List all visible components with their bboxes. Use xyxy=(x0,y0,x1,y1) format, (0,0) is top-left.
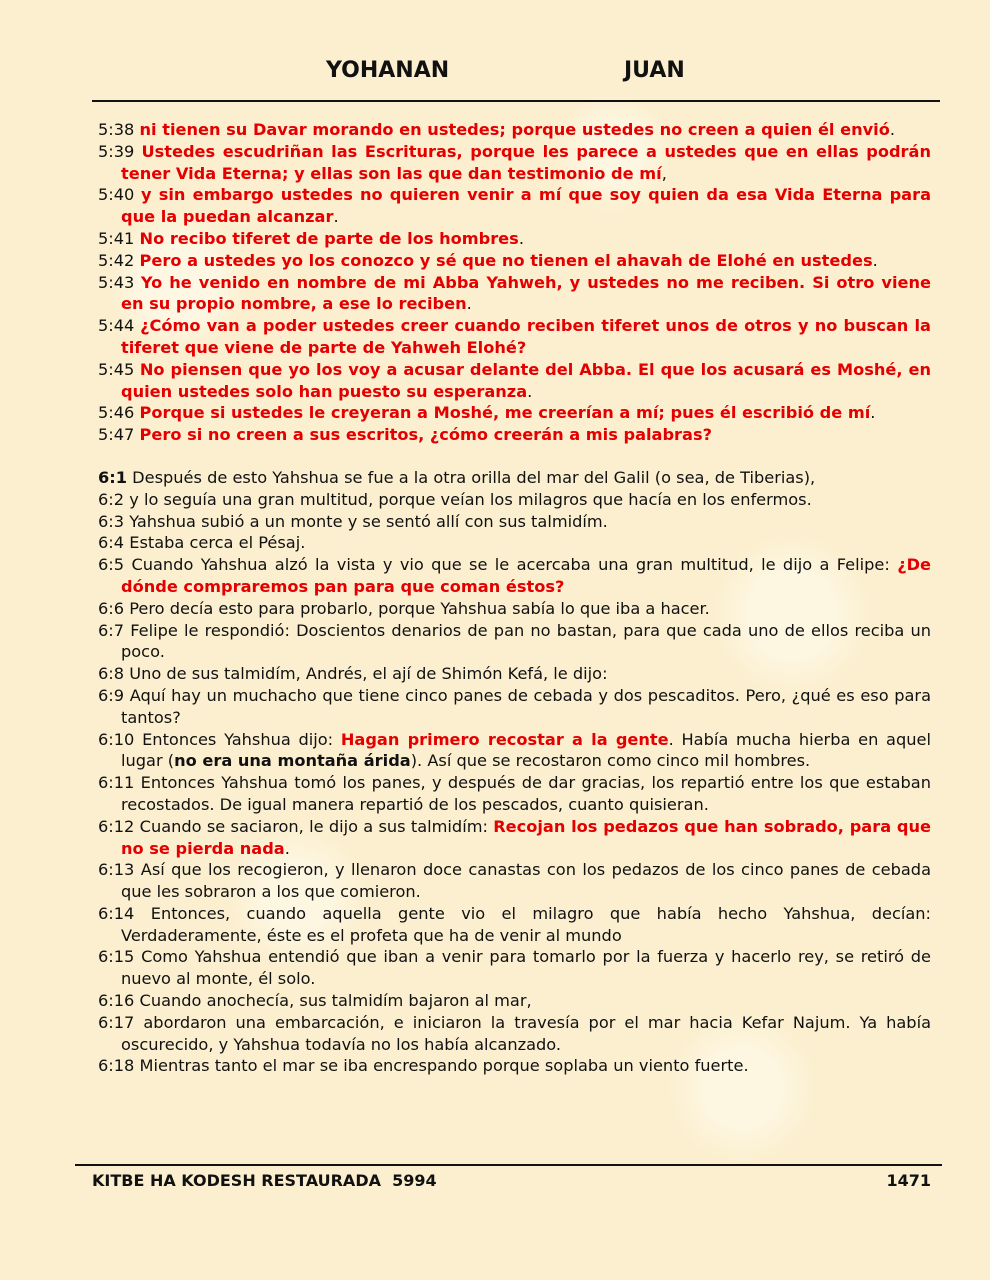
verse xyxy=(98,859,931,903)
verse xyxy=(98,228,931,250)
verse-ref: 5:39 xyxy=(98,141,135,161)
verse-ref: 5:38 xyxy=(98,120,135,139)
verse-text: Así que los recogieron, y llenaron doce canastas con los pedazos de los cinco panes de cebada que les sobraron a los que comieron. xyxy=(121,860,931,902)
verse-ref: 6:18 xyxy=(98,1056,135,1076)
verse xyxy=(98,1012,931,1056)
verse-ref: 5:42 xyxy=(98,250,135,270)
verse-ref: 5:40 xyxy=(98,185,135,205)
verse-text: . xyxy=(284,838,290,858)
verse-text: y lo seguía una gran multitud, porque veían los milagros que hacía en los enfermos. xyxy=(129,489,812,509)
verse xyxy=(98,663,931,685)
verse xyxy=(98,119,931,141)
verse-text: Cuando anochecía, sus talmidím bajaron al mar, xyxy=(139,991,532,1011)
verse xyxy=(98,467,931,489)
header-divider xyxy=(92,100,940,102)
verse xyxy=(98,402,931,424)
verse-text: Entonces, cuando aquella gente vio el milagro que había hecho Yahshua, decían: Verdaderamente, éste es el profeta que ha de venir al mundo xyxy=(121,903,931,945)
verse xyxy=(98,141,931,185)
verse-text: Estaba cerca el Pésaj. xyxy=(129,533,306,553)
verse-text: Como Yahshua entendió que iban a venir para tomarlo por la fuerza y hacerlo rey, se retiró de nuevo al monte, él solo. xyxy=(121,947,932,989)
verse-text: . xyxy=(527,381,533,401)
verse-text: . xyxy=(889,120,895,139)
spoken-words: y sin embargo ustedes no quieren venir a mí que soy quien da esa Vida Eterna para que la puedan alcanzar xyxy=(121,185,931,227)
spoken-words: No recibo tiferet de parte de los hombres xyxy=(139,228,519,248)
footer-book-name: KITBE HA KODESH RESTAURADA 5994 xyxy=(92,1171,437,1190)
verse xyxy=(98,424,931,446)
verse-text: Cuando se saciaron, le dijo a sus talmidím: xyxy=(139,816,494,836)
verse xyxy=(98,685,931,729)
verse xyxy=(98,359,931,403)
verse xyxy=(98,946,931,990)
verse xyxy=(98,511,931,533)
verse xyxy=(98,554,931,598)
verse-text: Felipe le respondió: Doscientos denarios de pan no bastan, para que cada uno de ellos reciba un poco. xyxy=(121,620,931,662)
verse-ref: 6:15 xyxy=(98,947,135,967)
verse-text: Pero decía esto para probarlo, porque Yahshua sabía lo que iba a hacer. xyxy=(129,598,710,618)
spoken-words: Recojan los pedazos que han sobrado, para que no se pierda nada xyxy=(121,816,931,858)
verse-text: Yahshua subió a un monte y se sentó allí con sus talmidím. xyxy=(129,511,608,531)
verse-text: Entonces Yahshua tomó los panes, y después de dar gracias, los repartió entre los que estaban recostados. De igual manera repartió de los pescados, cuanto quisieran. xyxy=(121,773,931,814)
verse-ref: 6:9 xyxy=(98,685,125,705)
verse-ref: 5:45 xyxy=(98,359,135,379)
verse xyxy=(98,620,931,664)
verse-text: . xyxy=(333,207,339,227)
verse xyxy=(98,532,931,554)
verse-ref: 6:17 xyxy=(98,1012,135,1032)
page-header xyxy=(0,58,990,90)
verse-ref: 5:44 xyxy=(98,316,135,336)
verse-ref: 6:7 xyxy=(98,620,125,640)
verse-ref: 5:46 xyxy=(98,403,135,423)
verse xyxy=(98,729,931,773)
verse xyxy=(98,1055,931,1077)
verse-ref: 6:10 xyxy=(98,729,135,749)
verse-text: . xyxy=(518,228,524,248)
verse-text: Entonces Yahshua dijo: xyxy=(142,729,341,749)
verse-ref: 6:4 xyxy=(98,533,125,553)
verse-ref: 6:5 xyxy=(98,555,125,575)
verse-text: Aquí hay un muchacho que tiene cinco panes de cebada y dos pescaditos. Pero, ¿qué es eso para tantos? xyxy=(121,685,931,727)
verse xyxy=(98,184,931,228)
verse-text: Cuando Yahshua alzó la vista y vio que se le acercaba una gran multitud, le dijo a Felipe: xyxy=(131,555,898,575)
spoken-words: Yo he venido en nombre de mi Abba Yahweh, y ustedes no me reciben. Si otro viene en su propio nombre, a ese lo reciben xyxy=(121,272,931,314)
verse xyxy=(98,903,931,947)
spoken-words: ni tienen su Davar morando en ustedes; porque ustedes no creen a quien él envió xyxy=(139,120,890,139)
spoken-words: No piensen que yo los voy a acusar delante del Abba. El que los acusará es Moshé, en quien ustedes solo han puesto su esperanza xyxy=(121,359,931,401)
verse xyxy=(98,816,931,860)
verse-text: , xyxy=(661,163,667,183)
verse-text: . xyxy=(870,403,876,423)
verse-ref: 6:14 xyxy=(98,903,135,923)
verse-ref: 6:2 xyxy=(98,489,125,509)
bold-note: no era una montaña árida xyxy=(174,751,411,771)
book-title-hebrew: YOHANAN xyxy=(326,58,450,83)
verse xyxy=(98,990,931,1012)
spoken-words: Pero si no creen a sus escritos, ¿cómo creerán a mis palabras? xyxy=(139,425,712,445)
spoken-words: Hagan primero recostar a la gente xyxy=(340,729,669,749)
spoken-words: ¿De dónde compraremos pan para que coman éstos? xyxy=(121,555,931,596)
spoken-words: Pero a ustedes yo los conozco y sé que no tienen el ahavah de Elohé en ustedes xyxy=(139,250,873,270)
verse xyxy=(98,489,931,511)
verse-ref: 6:11 xyxy=(98,773,135,793)
spoken-words: ¿Cómo van a poder ustedes creer cuando reciben tiferet unos de otros y no buscan la tiferet que viene de parte de Yahweh Elohé? xyxy=(121,316,931,357)
verse-ref: 6:16 xyxy=(98,991,135,1011)
verse-ref: 6:13 xyxy=(98,860,135,880)
verse-text: . xyxy=(872,250,878,270)
spoken-words: Ustedes escudriñan las Escrituras, porque les parece a ustedes que en ellas podrán tener Vida Eterna; y ellas son las que dan testimonio de mí xyxy=(121,141,931,183)
verse-ref: 5:47 xyxy=(98,425,135,445)
verse-text: . Había mucha hierba en aquel lugar ( xyxy=(121,729,931,771)
page-number: 1471 xyxy=(886,1171,931,1190)
verse-text: Mientras tanto el mar se iba encrespando porque soplaba un viento fuerte. xyxy=(139,1056,749,1076)
verse xyxy=(98,598,931,620)
chapter-gap xyxy=(98,446,931,467)
verse-text: Después de esto Yahshua se fue a la otra orilla del mar del Galil (o sea, de Tiberias), xyxy=(132,467,816,487)
verse-ref: 6:1 xyxy=(98,467,127,487)
scripture-text xyxy=(98,119,931,1077)
verse xyxy=(98,250,931,272)
verse-text: abordaron una embarcación, e iniciaron la travesía por el mar hacia Kefar Najum. Ya había oscurecido, y Yahshua todavía no los había alcanzado. xyxy=(121,1012,932,1054)
verse-text: . xyxy=(466,294,472,314)
verse-ref: 5:43 xyxy=(98,272,135,292)
book-title-spanish: JUAN xyxy=(624,58,685,83)
verse-text: Uno de sus talmidím, Andrés, el ají de Shimón Kefá, le dijo: xyxy=(129,664,608,684)
verse-ref: 6:3 xyxy=(98,511,125,531)
verse-ref: 5:41 xyxy=(98,228,135,248)
spoken-words: Porque si ustedes le creyeran a Moshé, me creerían a mí; pues él escribió de mí xyxy=(139,403,871,423)
verse xyxy=(98,772,931,816)
verse-ref: 6:6 xyxy=(98,598,125,618)
verse xyxy=(98,272,931,316)
verse-ref: 6:12 xyxy=(98,816,135,836)
verse-text: ). Así que se recostaron como cinco mil hombres. xyxy=(410,751,811,771)
verse xyxy=(98,315,931,359)
verse-ref: 6:8 xyxy=(98,664,125,684)
footer-divider xyxy=(75,1164,942,1166)
